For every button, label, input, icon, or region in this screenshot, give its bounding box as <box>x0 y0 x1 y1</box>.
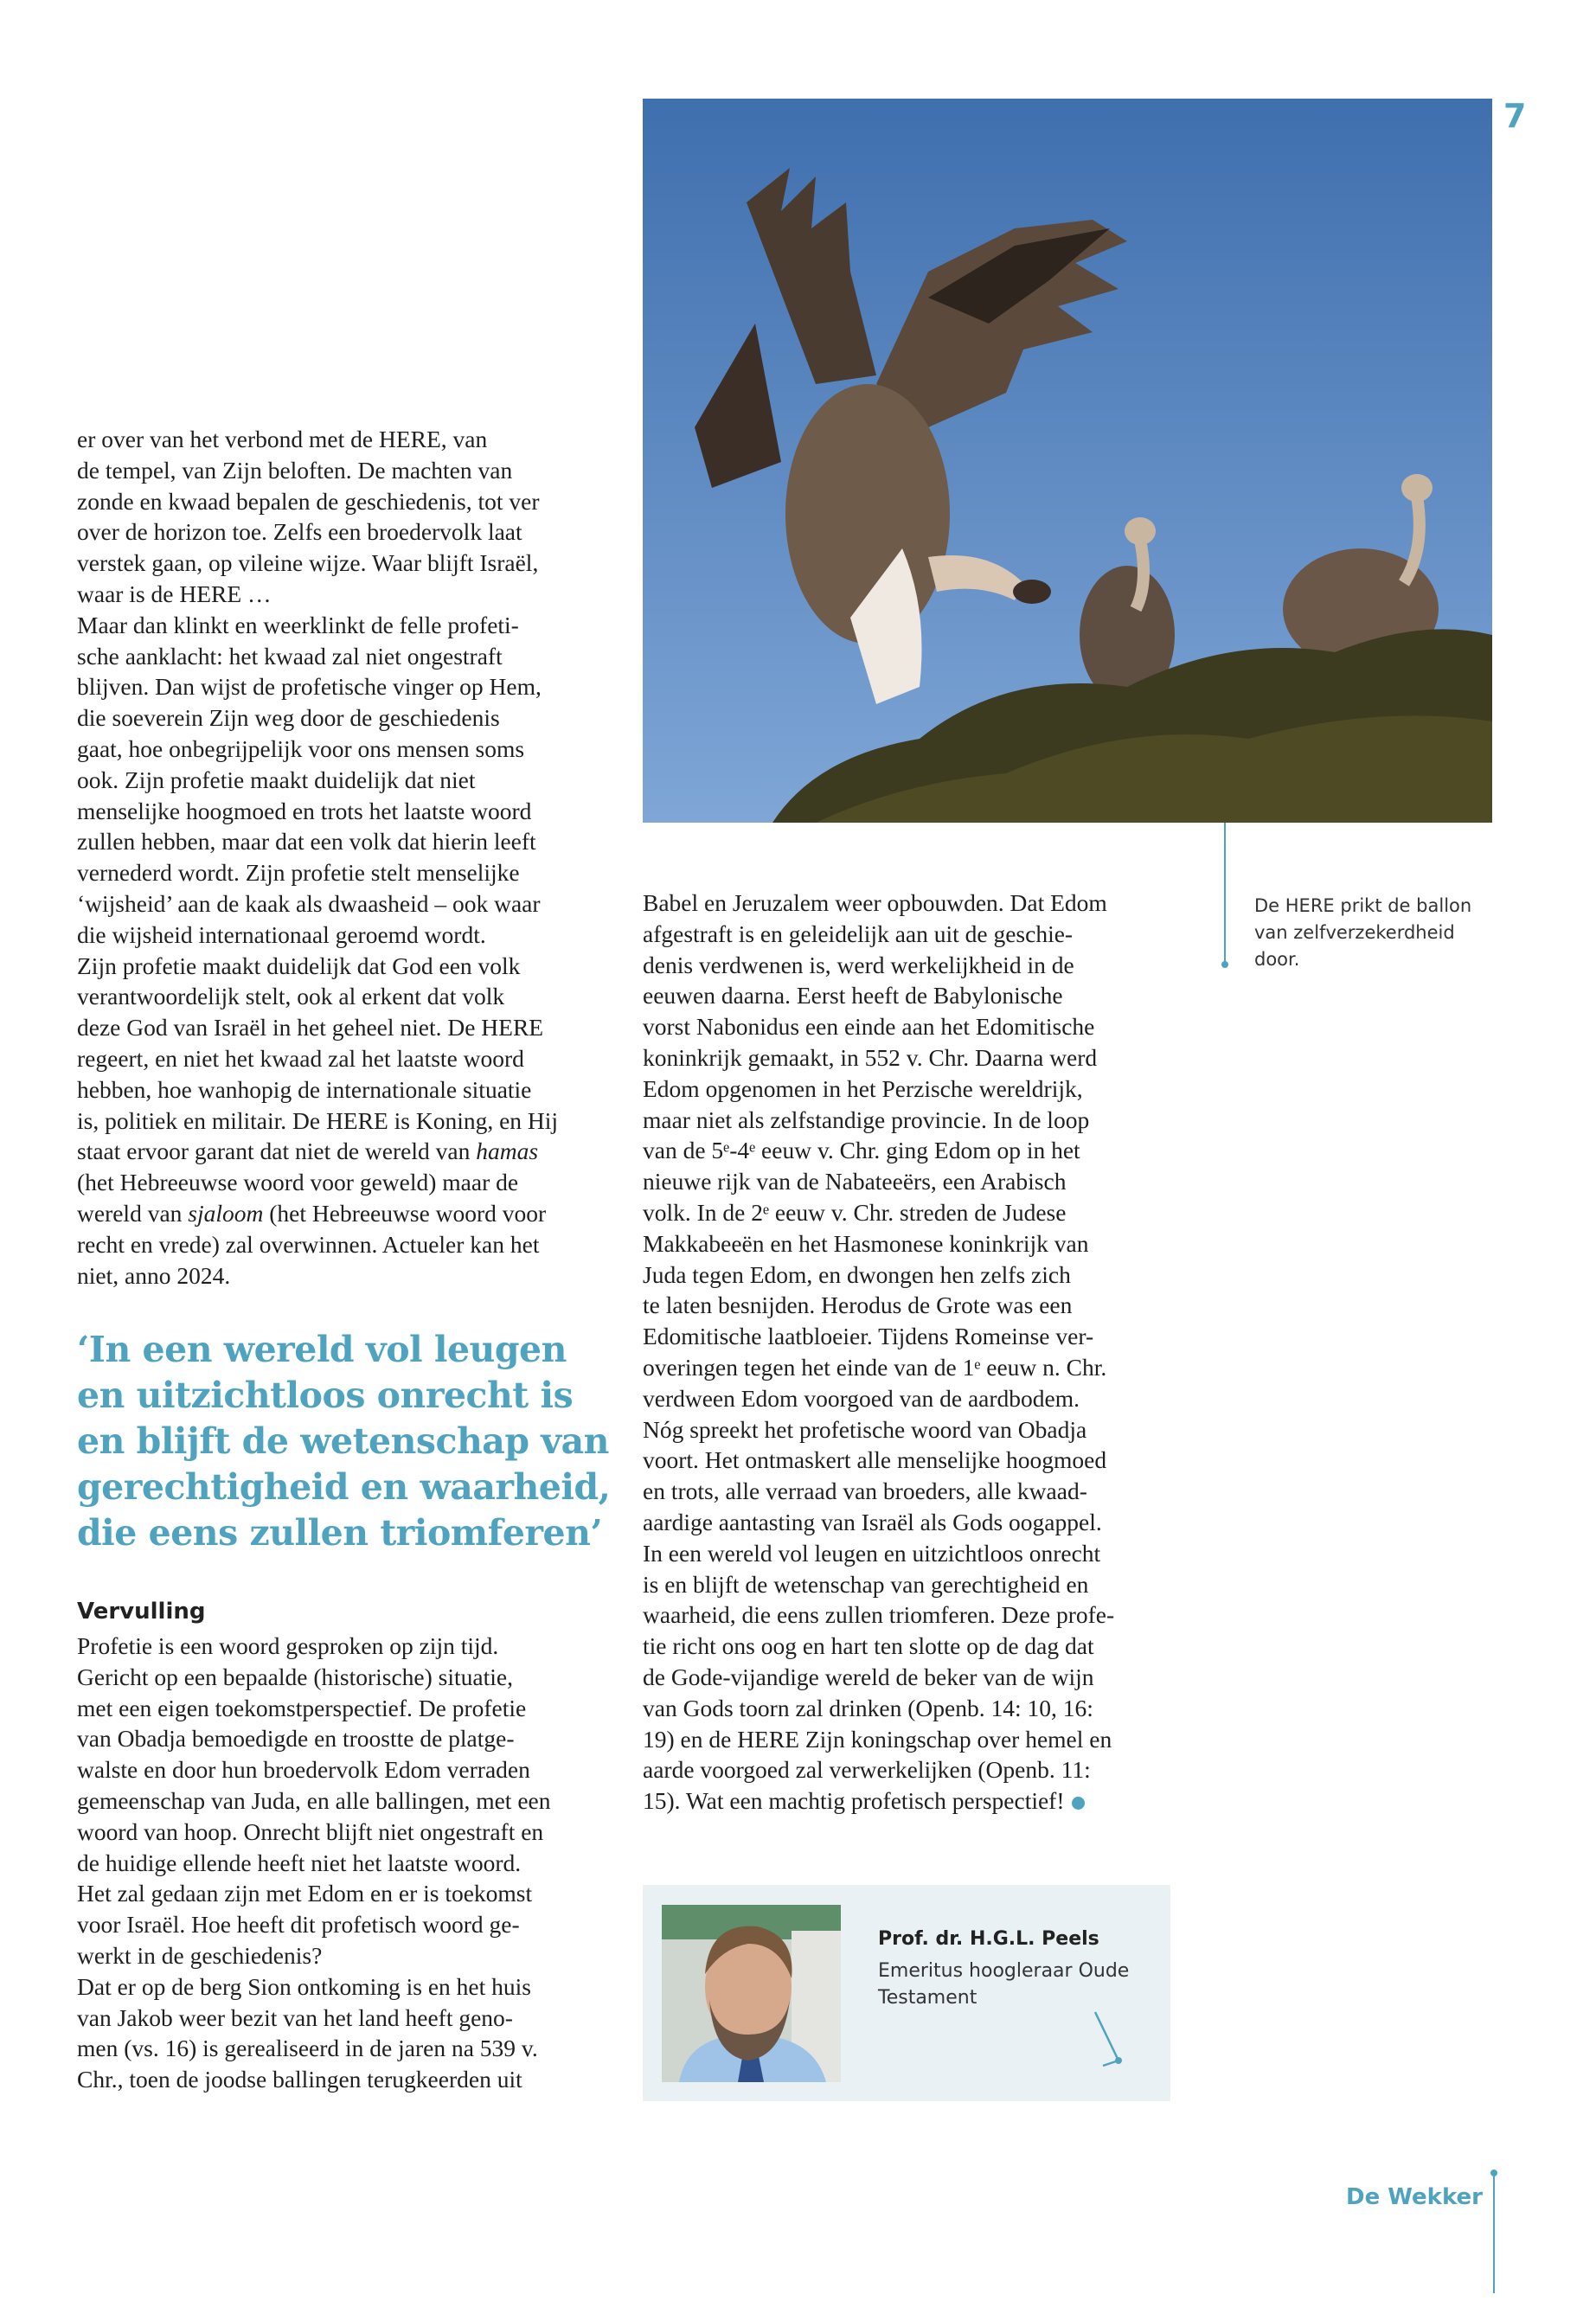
text-line: over de horizon toe. Zelfs een broedervolk laat <box>77 518 522 546</box>
text-line: hebben, hoe wanhopig de internationale situatie <box>77 1075 532 1103</box>
text-line: van Jakob weer bezit van het land heeft geno- <box>77 2003 513 2031</box>
magazine-brand: De Wekker <box>1346 2184 1483 2210</box>
page-number: 7 <box>1503 97 1527 135</box>
italic-term: hamas <box>476 1138 539 1165</box>
pull-quote <box>77 1327 631 1556</box>
text-segment: wereld van <box>77 1199 189 1227</box>
brand-divider-line <box>1493 2172 1495 2293</box>
text-line: ‘wijsheid’ aan de kaak als dwaasheid – ook waar <box>77 889 541 917</box>
text-line: Gericht op een bepaalde (historische) situatie, <box>77 1663 513 1690</box>
text-line: is, politiek en militair. De HERE is Koning, en Hij <box>77 1106 559 1134</box>
text-line: tie richt ons oog en hart ten slotte op de dag dat <box>643 1632 1094 1660</box>
text-line: 19) en de HERE Zijn koningschap over hemel en <box>643 1725 1112 1753</box>
caption-pointer-dot <box>1221 961 1228 968</box>
text-line: recht en vrede) zal overwinnen. Actueler kan het <box>77 1230 540 1258</box>
text-line: deze God van Israël in het geheel niet. De HERE <box>77 1014 544 1042</box>
quote-line: ‘In een wereld vol leugen <box>77 1329 567 1370</box>
author-role <box>878 1958 1155 2011</box>
caption-line: De HERE prikt de ballon <box>1254 895 1472 916</box>
text-line: verantwoordelijk stelt, ook al erkent dat volk <box>77 983 505 1010</box>
text-line: werkt in de geschiedenis? <box>77 1941 323 1969</box>
text-line: zonde en kwaad bepalen de geschiedenis, tot ver <box>77 487 540 515</box>
text-line: (het Hebreeuwse woord voor geweld) maar de <box>77 1169 519 1196</box>
text-segment: staat ervoor garant dat niet de wereld van <box>77 1138 477 1165</box>
decorative-pointer-icon <box>1093 2010 1127 2067</box>
text-line: Chr., toen de joodse ballingen terugkeerden uit <box>77 2066 522 2093</box>
text-line: blijven. Dan wijst de profetische vinger op Hem, <box>77 673 542 701</box>
text-line: van Obadja bemoedigde en troostte de platge- <box>77 1725 515 1753</box>
italic-term: sjaloom <box>188 1199 264 1227</box>
text-line: te laten besnijden. Herodus de Grote was een <box>643 1292 1073 1319</box>
text-line: regeert, en niet het kwaad zal het laatste woord <box>77 1044 524 1072</box>
vultures-photo <box>643 99 1492 823</box>
photo-caption <box>1254 893 1505 973</box>
text-line: ook. Zijn profetie maakt duidelijk dat niet <box>77 766 476 793</box>
author-photo <box>662 1905 841 2082</box>
text-line <box>77 1198 613 1229</box>
text-line: eeuwen daarna. Eerst heeft de Babylonische <box>643 982 1063 1009</box>
quote-line: en blijft de wetenschap van <box>77 1420 609 1462</box>
quote-line: en uitzichtloos onrecht is <box>77 1375 574 1416</box>
text-line: de Gode-vijandige wereld de beker van de wijn <box>643 1663 1094 1690</box>
caption-line: door. <box>1254 949 1300 970</box>
end-of-article-dot-icon <box>1072 1797 1085 1810</box>
text-line: verdween Edom voorgoed van de aardbodem. <box>643 1384 1080 1412</box>
text-line: die wijsheid internationaal geroemd wordt. <box>77 920 486 948</box>
quote-line: die eens zullen triomferen’ <box>77 1512 603 1554</box>
text-line: Juda tegen Edom, en dwongen hen zelfs zich <box>643 1260 1071 1288</box>
body-text-middle <box>643 888 1179 1817</box>
text-line: van Gods toorn zal drinken (Openb. 14: 10, 16: <box>643 1694 1093 1721</box>
section-heading: Vervulling <box>77 1599 206 1625</box>
text-line: de huidige ellende heeft niet het laatste woord. <box>77 1849 522 1876</box>
text-line: menselijke hoogmoed en trots het laatste woord <box>77 797 532 824</box>
text-line: walste en door hun broedervolk Edom verraden <box>77 1756 530 1784</box>
text-line: waarheid, die eens zullen triomferen. Deze profe- <box>643 1601 1115 1629</box>
author-role-line: Testament <box>878 1987 977 2009</box>
text-line: verstek gaan, op vileine wijze. Waar blijft Israël, <box>77 549 539 577</box>
text-line: koninkrijk gemaakt, in 552 v. Chr. Daarna werd <box>643 1043 1098 1071</box>
text-line: met een eigen toekomstperspectief. De profetie <box>77 1694 527 1721</box>
body-text-left-bottom <box>77 1631 613 2095</box>
text-line: vernederd wordt. Zijn profetie stelt menselijke <box>77 859 520 887</box>
text-line: gemeenschap van Juda, en alle ballingen, met een <box>77 1786 551 1814</box>
text-segment: (het Hebreeuwse woord voor <box>263 1199 547 1227</box>
text-line: Makkabeeën en het Hasmonese koninkrijk van <box>643 1229 1089 1257</box>
text-line: gaat, hoe onbegrijpelijk voor ons mensen soms <box>77 734 525 762</box>
text-line: Nóg spreekt het profetische woord van Obadja <box>643 1415 1087 1443</box>
text-line: men (vs. 16) is gerealiseerd in de jaren na 539 v. <box>77 2035 538 2062</box>
text-line: voor Israël. Hoe heeft dit profetisch woord ge- <box>77 1911 520 1939</box>
text-line: sche aanklacht: het kwaad zal niet ongestraft <box>77 642 503 670</box>
text-line: nieuwe rijk van de Nabateeërs, een Arabisch <box>643 1168 1067 1195</box>
text-line: Profetie is een woord gesproken op zijn tijd. <box>77 1632 499 1659</box>
text-line: die soeverein Zijn weg door de geschiedenis <box>77 704 500 732</box>
text-line: Edomitische laatbloeier. Tijdens Romeinse ver- <box>643 1323 1094 1350</box>
text-line: niet, anno 2024. <box>77 1261 231 1289</box>
text-line: volk. In de 2ᵉ eeuw v. Chr. streden de Judese <box>643 1198 1067 1226</box>
caption-pointer-line <box>1224 823 1226 965</box>
text-line: Het zal gedaan zijn met Edom en er is toekomst <box>77 1880 533 1907</box>
text-line: Maar dan klinkt en weerklinkt de felle profeti- <box>77 611 519 638</box>
brand-divider-dot <box>1490 2170 1497 2176</box>
text-line: woord van hoop. Onrecht blijft niet ongestraft en <box>77 1817 544 1845</box>
author-box <box>643 1885 1170 2101</box>
author-role-line: Emeritus hoogleraar Oude <box>878 1960 1130 1982</box>
text-line <box>77 1136 613 1167</box>
text-line: aardige aantasting van Israël als Gods oogappel. <box>643 1508 1102 1535</box>
text-line: is en blijft de wetenschap van gerechtigheid en <box>643 1570 1089 1598</box>
text-line: aarde voorgoed zal verwerkelijken (Openb. 11: <box>643 1756 1091 1784</box>
text-line: van de 5ᵉ-4ᵉ eeuw v. Chr. ging Edom op in het <box>643 1137 1080 1164</box>
text-line: overingen tegen het einde van de 1ᵉ eeuw n. Chr. <box>643 1353 1107 1381</box>
text-line: vorst Nabonidus een einde aan het Edomitische <box>643 1013 1095 1041</box>
text-line: maar niet als zelfstandige provincie. In de loop <box>643 1106 1090 1133</box>
text-line: voort. Het ontmaskert alle menselijke hoogmoed <box>643 1446 1107 1474</box>
author-name: Prof. dr. H.G.L. Peels <box>878 1928 1099 1950</box>
text-line: waar is de HERE … <box>77 580 272 607</box>
text-line: 15). Wat een machtig profetisch perspectief! <box>643 1785 1179 1817</box>
text-line: Dat er op de berg Sion ontkoming is en het huis <box>77 1972 531 2000</box>
text-line: Zijn profetie maakt duidelijk dat God een volk <box>77 952 521 979</box>
text-line: de tempel, van Zijn beloften. De machten van <box>77 456 513 484</box>
text-line: afgestraft is en geleidelijk aan uit de geschie- <box>643 920 1074 947</box>
text-line: Edom opgenomen in het Perzische wereldrijk, <box>643 1074 1083 1102</box>
body-text-left-top <box>77 424 613 1291</box>
text-line: Babel en Jeruzalem weer opbouwden. Dat Edom <box>643 889 1107 916</box>
text-line: denis verdwenen is, werd werkelijkheid in de <box>643 951 1074 978</box>
caption-line: van zelfverzekerdheid <box>1254 922 1455 943</box>
text-line: en trots, alle verraad van broeders, alle kwaad- <box>643 1477 1087 1505</box>
quote-line: gerechtigheid en waarheid, <box>77 1466 611 1508</box>
text-line: zullen hebben, maar dat een volk dat hierin leeft <box>77 828 536 856</box>
text-line: In een wereld vol leugen en uitzichtloos onrecht <box>643 1539 1101 1567</box>
text-line: er over van het verbond met de HERE, van <box>77 426 488 452</box>
